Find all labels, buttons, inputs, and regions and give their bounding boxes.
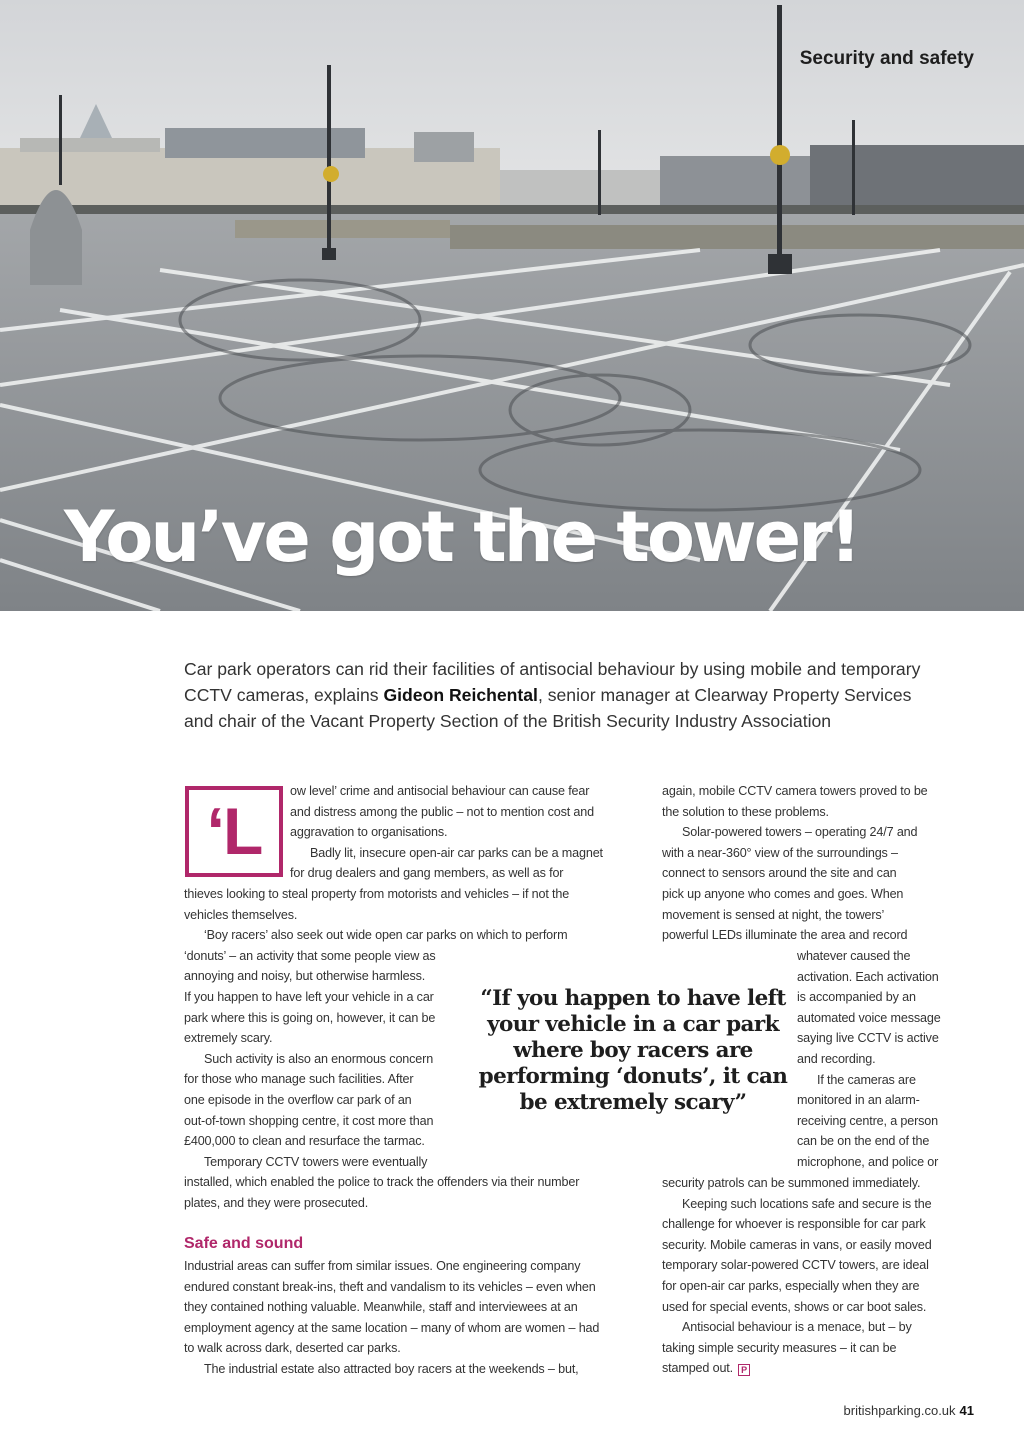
body-text-line: again, mobile CCTV camera towers proved to be bbox=[662, 784, 928, 798]
left-column-block bbox=[184, 1256, 599, 1380]
body-text-line: movement is sensed at night, the towers’ bbox=[662, 907, 885, 922]
body-text-line: annoying and noisy, but otherwise harmless. bbox=[184, 969, 426, 984]
body-text-line: ow level’ crime and antisocial behaviour can cause fear bbox=[290, 784, 590, 798]
body-text-line: one episode in the overflow car park of an bbox=[184, 1092, 412, 1107]
standfirst bbox=[184, 656, 920, 734]
body-text-line: for those who manage such facilities. After bbox=[184, 1072, 414, 1087]
body-text-line: for open-air car parks, especially when they are bbox=[662, 1278, 920, 1293]
body-text-line: whatever caused the bbox=[797, 949, 911, 963]
body-text-line: stamped out. P bbox=[662, 1358, 932, 1379]
body-text-line: Temporary CCTV towers were eventually bbox=[204, 1154, 428, 1169]
standfirst-text: , senior manager at Clearway Property Services bbox=[537, 685, 912, 705]
body-text-line: Keeping such locations safe and secure is the bbox=[682, 1196, 932, 1211]
body-text-line: out-of-town shopping centre, it cost more than bbox=[184, 1113, 434, 1128]
body-text-line: automated voice message bbox=[797, 1010, 941, 1025]
body-text-line: park where this is going on, however, it can be bbox=[184, 1010, 436, 1025]
body-text-line: The industrial estate also attracted boy racers at the weekends – but, bbox=[204, 1361, 579, 1376]
standfirst-text: CCTV cameras, explains bbox=[184, 685, 384, 705]
website: britishparking.co.uk bbox=[843, 1403, 956, 1418]
body-text-line: microphone, and police or bbox=[797, 1154, 939, 1169]
body-text-line: security patrols can be summoned immediately. bbox=[662, 1176, 921, 1190]
body-text-line: pick up anyone who comes and goes. When bbox=[662, 886, 904, 901]
body-text-line: powerful LEDs illuminate the area and record bbox=[662, 928, 908, 943]
hero-photo bbox=[0, 0, 1024, 611]
body-text-line: security. Mobile cameras in vans, or easily moved bbox=[662, 1237, 932, 1252]
page-footer bbox=[844, 1403, 974, 1418]
body-text-line: used for special events, shows or car boot sales. bbox=[662, 1299, 927, 1314]
body-text-line: can be on the end of the bbox=[797, 1134, 930, 1149]
body-text-line: extremely scary. bbox=[184, 1031, 273, 1046]
body-text-line: with a near-360° view of the surroundings – bbox=[662, 845, 898, 860]
body-text-line: activation. Each activation bbox=[797, 969, 939, 984]
body-text-line: vehicles themselves. bbox=[184, 907, 298, 922]
body-text-line: monitored in an alarm- bbox=[797, 1093, 920, 1108]
right-column-block bbox=[662, 1173, 932, 1379]
body-text-line: Badly lit, insecure open-air car parks can be a magnet bbox=[310, 845, 603, 860]
body-text-line: they contained nothing valuable. Meanwhile, staff and interviewees at an bbox=[184, 1300, 578, 1315]
body-text-line: is accompanied by an bbox=[797, 990, 916, 1005]
page-number: 41 bbox=[959, 1403, 974, 1418]
right-column-block bbox=[662, 781, 928, 946]
standfirst-line bbox=[184, 682, 920, 708]
subheading: Safe and sound bbox=[184, 1235, 304, 1252]
section-label: Security and safety bbox=[799, 48, 974, 69]
body-text-line: If you happen to have left your vehicle in a car bbox=[184, 989, 434, 1004]
body-text-line: saying live CCTV is active bbox=[797, 1031, 939, 1046]
left-column-block bbox=[290, 781, 603, 884]
body-text-line: ‘donuts’ – an activity that some people view as bbox=[184, 948, 436, 963]
pull-quote: “If you happen to have left your vehicle in a car park where boy racers are performing ‘donuts’, it can be extremely scary” bbox=[478, 986, 788, 1115]
body-text-line: £400,000 to clean and resurface the tarmac. bbox=[184, 1134, 425, 1149]
body-text-line: endured constant break-ins, theft and vandalism to its vehicles – even when bbox=[184, 1279, 596, 1294]
body-text-line: the solution to these problems. bbox=[662, 804, 829, 819]
body-text-line: and recording. bbox=[797, 1051, 876, 1066]
standfirst-line: Car park operators can rid their facilities of antisocial behaviour by using mobile and temporary bbox=[184, 659, 921, 679]
body-text-line: installed, which enabled the police to track the offenders via their number bbox=[184, 1175, 580, 1190]
standfirst-line: and chair of the Vacant Property Section of the British Security Industry Association bbox=[184, 711, 832, 731]
body-text-line: ‘Boy racers’ also seek out wide open car parks on which to perform bbox=[204, 928, 568, 943]
body-text-line: to walk across dark, deserted car parks. bbox=[184, 1341, 401, 1356]
body-text-line: connect to sensors around the site and can bbox=[662, 866, 897, 881]
right-column-block bbox=[797, 946, 941, 1173]
body-text-line: If the cameras are bbox=[817, 1072, 916, 1087]
body-text-line: temporary solar-powered CCTV towers, are ideal bbox=[662, 1258, 929, 1273]
body-text-line: challenge for whoever is responsible for car park bbox=[662, 1217, 926, 1232]
end-mark-icon: P bbox=[738, 1364, 750, 1376]
body-text-line: plates, and they were prosecuted. bbox=[184, 1195, 369, 1210]
body-text-line: Industrial areas can suffer from similar issues. One engineering company bbox=[184, 1259, 581, 1273]
author-name: Gideon Reichental bbox=[383, 685, 538, 705]
body-text-line: receiving centre, a person bbox=[797, 1113, 939, 1128]
body-text-line: Antisocial behaviour is a menace, but – by bbox=[682, 1320, 912, 1335]
body-text-line: for drug dealers and gang members, as well as for bbox=[290, 866, 564, 881]
body-text-line: employment agency at the same location – many of whom are women – had bbox=[184, 1320, 600, 1335]
article-title: You’ve got the tower! bbox=[64, 496, 859, 578]
body-text-line: taking simple security measures – it can be bbox=[662, 1340, 897, 1355]
body-text-line: Solar-powered towers – operating 24/7 and bbox=[682, 825, 918, 840]
body-text-line: thieves looking to steal property from motorists and vehicles – if not the bbox=[184, 887, 570, 901]
body-text-line: aggravation to organisations. bbox=[290, 825, 448, 840]
drop-cap: ‘L bbox=[185, 786, 283, 877]
body-text-line: Such activity is also an enormous concern bbox=[204, 1051, 434, 1066]
body-text-line: and distress among the public – not to mention cost and bbox=[290, 804, 594, 819]
